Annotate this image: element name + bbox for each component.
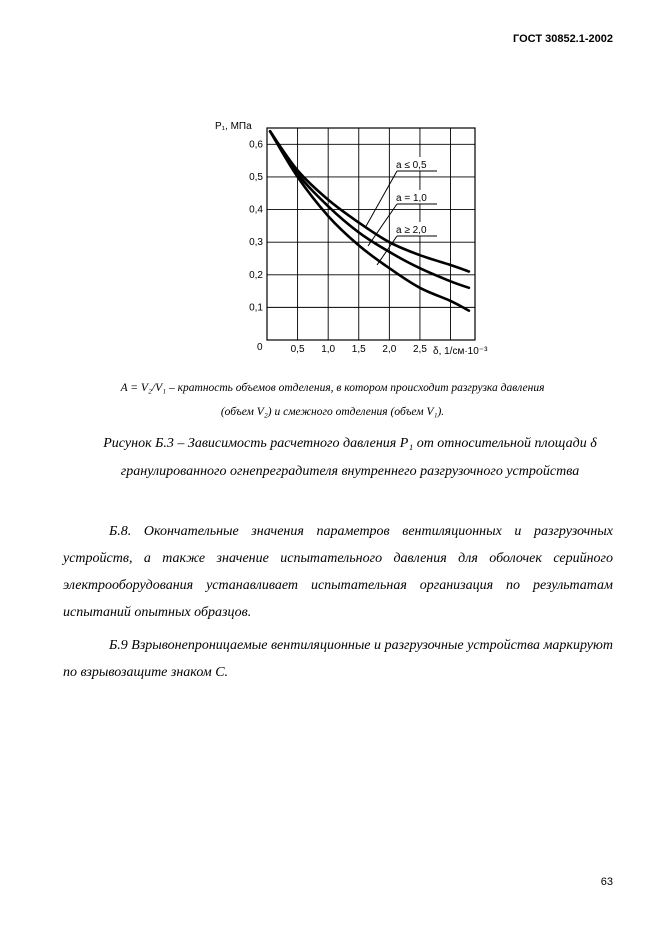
y-tick-label: 0,1	[249, 302, 263, 314]
y-tick-label: 0,6	[249, 139, 263, 151]
y-tick-label: 0,2	[249, 269, 263, 281]
x-tick-label: 1,5	[351, 344, 366, 355]
page-number: 63	[600, 876, 613, 888]
x-tick-label: 2,0	[382, 344, 397, 355]
x-tick-label: 0,5	[290, 344, 305, 355]
chart-grid	[267, 128, 475, 340]
legend-note-line2: (объем V₂) и смежного отделения (объем V₁).	[220, 406, 445, 418]
chart-labels	[249, 139, 437, 355]
pressure-chart	[205, 108, 505, 358]
chart-axes	[267, 128, 475, 340]
x-axis-label: δ, 1/см·10⁻³	[433, 346, 488, 357]
legend-label: a ≤ 0,5	[396, 160, 427, 171]
legend-leader-line	[365, 171, 397, 228]
y-tick-label: 0,5	[249, 171, 263, 183]
paragraph-b9: Б.9 Взрывонепроницаемые вентиляционные и разгрузочные устройства маркируют по взрывозащите знаком С.	[63, 638, 613, 680]
standard-header: ГОСТ 30852.1-2002	[513, 33, 613, 45]
origin-label: 0	[257, 342, 263, 353]
y-tick-label: 0,4	[249, 204, 263, 216]
figure-caption: Рисунок Б.3 – Зависимость расчетного давления P₁ от относительной площади δ гранулированного огнепреградителя внутреннего разгрузочного устройства	[103, 436, 597, 479]
paragraph-b8: Б.8. Окончательные значения параметров вентиляционных и разгрузочных устройств, а также значение испытательного давления для оболочек серийного электрооборудования устанавливает испытательная организация по результатам испытаний опытных образцов.	[63, 524, 613, 620]
y-axis-label: P₁, МПа	[215, 121, 252, 132]
y-tick-label: 0,3	[249, 237, 263, 249]
x-tick-label: 1,0	[321, 344, 336, 355]
series-line	[270, 131, 469, 271]
legend-label: a ≥ 2,0	[396, 225, 427, 236]
x-tick-label: 2,5	[412, 344, 427, 355]
legend-note-line1: A = V₂/V₁ – кратность объемов отделения, в котором происходит разгрузка давления	[120, 382, 545, 394]
legend-label: a = 1,0	[396, 193, 427, 204]
plot-frame	[267, 128, 475, 340]
